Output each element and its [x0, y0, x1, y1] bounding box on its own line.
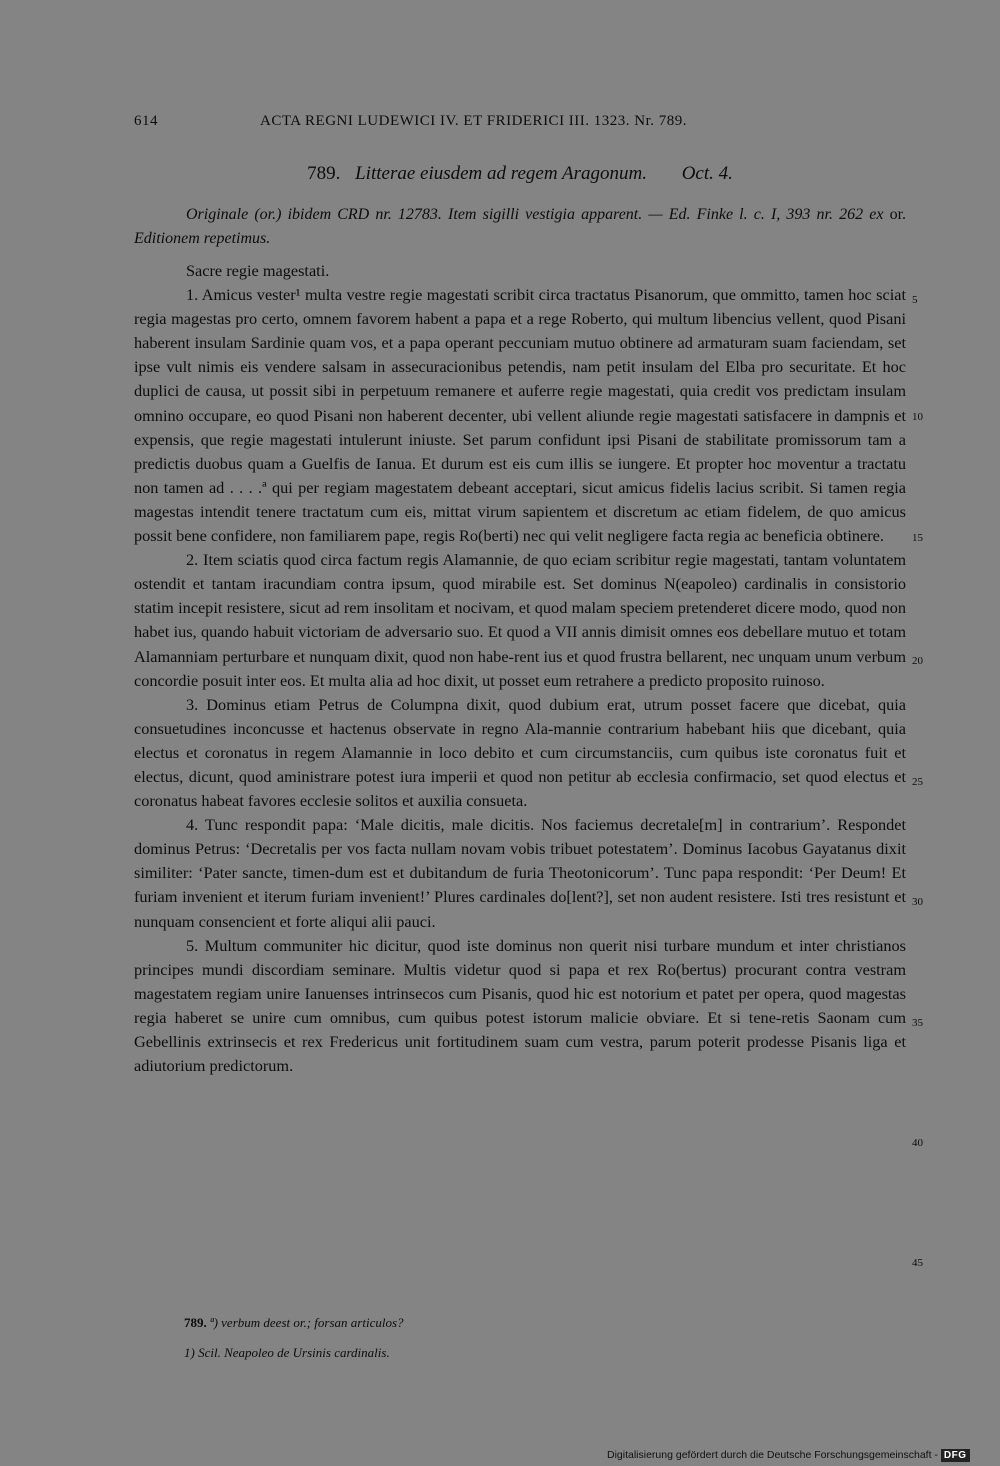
salutation: Sacre regie magestati. [186, 261, 330, 280]
line-number: 30 [912, 896, 923, 908]
document-number: 789. [307, 163, 341, 184]
line-number: 45 [912, 1257, 923, 1269]
source-note [134, 203, 906, 251]
source-text: Originale (or.) ibidem CRD nr. 12783. Item sigilli vestigia apparent. — Ed. Finke l. c. I, 393 nr. 262 ex [186, 206, 884, 223]
line-number: 20 [912, 655, 923, 667]
footnotes [184, 1308, 904, 1368]
paragraph-4: 4. Tunc respondit papa: ‘Male dicitis, male dicitis. Nos faciemus decretale[m] in contrarium’. Respondet dominus Petrus: ‘Decretalis per vos facta nullam novam vobis tribuet potestatem’. Dominus Iacobus Gayatanus dixit similiter: ‘Pater sancte, timen-dum est et dubitandum de furia Theotonicorum’. Tunc papa respondit: ‘Per Deum! Et furiam invenient et iterum furiam invenient!’ Plures cardinales do[lent?], set non audent resistere. Isti tres resistunt et nunquam consencient et forte aliqui alii pauci. [134, 815, 906, 931]
funding-footer [607, 1447, 970, 1463]
paragraph-5: 5. Multum communiter hic dicitur, quod iste dominus non querit nisi turbare mundum et inter christianos principes mundi discordiam seminare. Multis videtur quod si papa et rex Ro(bertus) procurant contra vestram magestatem regiam unire Ianuenses intrinsecos cum Pisanis, quod hic est notorium et patet per opera, quod magestas regia haberet se unire cum omnibus, cum quibus potest istorum malicie obviare. Et si tene-retis Saonam cum Gebellinis extrinsecis et rex Fredericus unit fortitudinem suam cum vestra, parum poterit prodesse Pisanis liga et adiutorium predictorum. [134, 935, 906, 1076]
source-edition: Editionem repetimus. [134, 230, 271, 247]
funding-text: Digitalisierung gefördert durch die Deutsche Forschungsgemeinschaft - [607, 1449, 938, 1461]
paragraph-3: 3. Dominus etiam Petrus de Columpna dixit, quod dubium erat, utrum posset facere que dicebat, quia consuetudines inconcusse et hactenus observate in regno Ala-mannie contrarium habebant hiis que dicebant, quia electus et coronatus in regem Alamannie in loco debito et cum circumstanciis, cum quibus iste coronatus fuit et electus, dicunt, quod aministrare potest iura imperii et quod non petitur ab ecclesia confirmacio, set quod electus et coronatus habeat favores ecclesie solitos et auxilia consueta. [134, 694, 906, 811]
source-or: or. [889, 206, 907, 223]
note-a: ª) verbum deest or.; forsan articulos? [210, 1315, 404, 1330]
line-number: 25 [912, 776, 923, 788]
document-date: Oct. 4. [681, 163, 733, 184]
note-doc-number: 789. [184, 1315, 207, 1330]
document-title: Litterae eiusdem ad regem Aragonum. [355, 163, 647, 184]
textual-note [184, 1308, 904, 1338]
line-number: 5 [912, 294, 918, 306]
paragraph-2: 2. Item sciatis quod circa factum regis Alamannie, de quo eciam scribitur regie magestati, tantam voluntatem ostendit et tantam iracundiam contra ipsum, quod mirabile est. Set dominus N(eapoleo) cardinalis in consistorio statim incepit resistere, sicut ad rem insolitam et nocivam, et quod malam speciem pretenderet dicere modo, quod non habet ius, quando habuit victoriam de adversario suo. Et quod a VII annis dimisit omnes eos debellare mutuo et totam Alamanniam perturbare et nunquam dixit, quod non habe-rent ius et quod frustra bellarent, nec unquam unum verbum concordie posuit inter eos. Et multa alia ad hoc dixit, ut posset eum retrahere a predicto proposito ruinoso. [134, 550, 906, 690]
paragraph-1: 1. Amicus vester¹ multa vestre regie magestati scribit circa tractatus Pisanorum, que ommitto, tamen hoc sciat regia magestas pro certo, omnem favorem habent a papa et a rege Roberto, qui multum libencius vellent, quod Pisani haberent insulam Sardinie quam vos, et a papa operant peccuniam mutuo obtinere ad armaturam suam faciendam, set ipse vult nimis eis vendere salsam in assecuracionibus petendis, nam petit insulam del Elba pro securitate. Et hoc duplici de causa, ut possit sibi in perpetuum remanere et auferre regie magestati, quia credit vos predictam insulam omnino occupare, eo quod Pisani non haberent decenter, ubi vellent aliunde regie magestati satisfacere in dampnis et expensis, que regie magestati intulerunt iniuste. Set parum confidunt ipsi Pisani de stabilitate promissorum tam a predictis duobus quam a Guelfis de Ianua. Et durum est eis cum illis se iungere. Et propter hoc moventur a tractatu non tamen ad . . . .ª qui per regiam magestatem debeant acceptari, sicut amicus fidelis lacius scribit. Si tamen regia magestas intendit tenere tractatum cum eis, mittat virum sapientem et discretum ac etiam fidelem, de quo amicus possit bene confidere, non familiarem pape, regis Ro(berti) nec qui velit negligere facta regia ac beneficia obtinere. [134, 285, 906, 546]
footnote-1: 1) Scil. Neapoleo de Ursinis cardinalis. [184, 1345, 390, 1360]
letter-body [134, 259, 906, 1078]
dfg-logo: DFG [941, 1449, 970, 1462]
document-heading [134, 163, 906, 185]
line-number: 15 [912, 532, 923, 544]
page-number: 614 [134, 113, 158, 129]
line-number: 35 [912, 1017, 923, 1029]
line-number: 40 [912, 1137, 923, 1149]
running-title: ACTA REGNI LUDEWICI IV. ET FRIDERICI III. 1323. Nr. 789. [260, 113, 688, 129]
line-number: 10 [912, 411, 923, 423]
